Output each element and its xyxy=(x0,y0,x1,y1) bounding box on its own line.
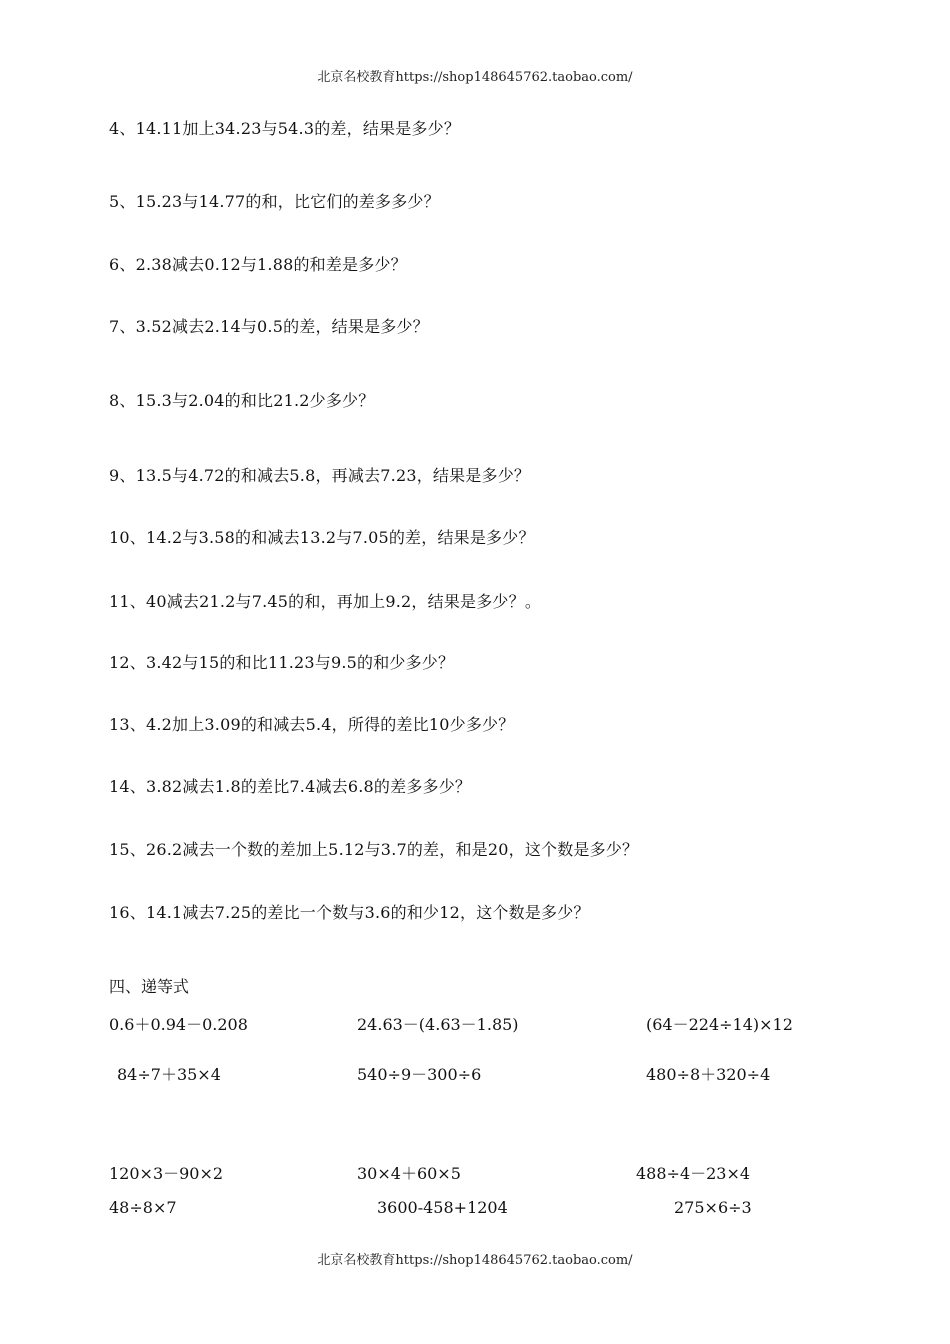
question-7: 7、3.52减去2.14与0.5的差，结果是多少？ xyxy=(109,317,429,336)
expression: 0.6＋0.94－0.208 xyxy=(109,1015,248,1034)
question-8: 8、15.3与2.04的和比21.2少多少？ xyxy=(109,391,375,410)
question-13: 13、4.2加上3.09的和减去5.4，所得的差比10少多少？ xyxy=(109,715,515,734)
page-footer: 北京名校教育https://shop148645762.taobao.com/ xyxy=(317,1253,633,1268)
question-15: 15、26.2减去一个数的差加上5.12与3.7的差，和是20，这个数是多少？ xyxy=(109,840,639,859)
expression: 540÷9－300÷6 xyxy=(357,1065,482,1084)
question-6: 6、2.38减去0.12与1.88的和差是多少？ xyxy=(109,255,407,274)
expression: 24.63－(4.63－1.85) xyxy=(357,1015,519,1034)
question-5: 5、15.23与14.77的和，比它们的差多多少？ xyxy=(109,192,440,211)
expression: 480÷8＋320÷4 xyxy=(646,1065,771,1084)
section-title: 四、递等式 xyxy=(109,977,190,996)
question-10: 10、14.2与3.58的和减去13.2与7.05的差，结果是多少？ xyxy=(109,528,535,547)
expression: 488÷4－23×4 xyxy=(636,1164,751,1183)
page-header: 北京名校教育https://shop148645762.taobao.com/ xyxy=(317,70,633,85)
expression: 3600-458+1204 xyxy=(377,1198,508,1217)
expression: 30×4＋60×5 xyxy=(357,1164,461,1183)
expression: 275×6÷3 xyxy=(674,1198,752,1217)
expression: 84÷7＋35×4 xyxy=(117,1065,221,1084)
question-14: 14、3.82减去1.8的差比7.4减去6.8的差多多少？ xyxy=(109,777,472,796)
question-12: 12、3.42与15的和比11.23与9.5的和少多少？ xyxy=(109,653,455,672)
question-4: 4、14.11加上34.23与54.3的差，结果是多少？ xyxy=(109,119,461,138)
expression: (64－224÷14)×12 xyxy=(646,1015,793,1034)
question-11: 11、40减去21.2与7.45的和，再加上9.2，结果是多少？。 xyxy=(109,592,542,611)
expression: 120×3－90×2 xyxy=(109,1164,224,1183)
question-16: 16、14.1减去7.25的差比一个数与3.6的和少12，这个数是多少？ xyxy=(109,903,590,922)
question-9: 9、13.5与4.72的和减去5.8，再减去7.23，结果是多少？ xyxy=(109,466,531,485)
expression: 48÷8×7 xyxy=(109,1198,177,1217)
